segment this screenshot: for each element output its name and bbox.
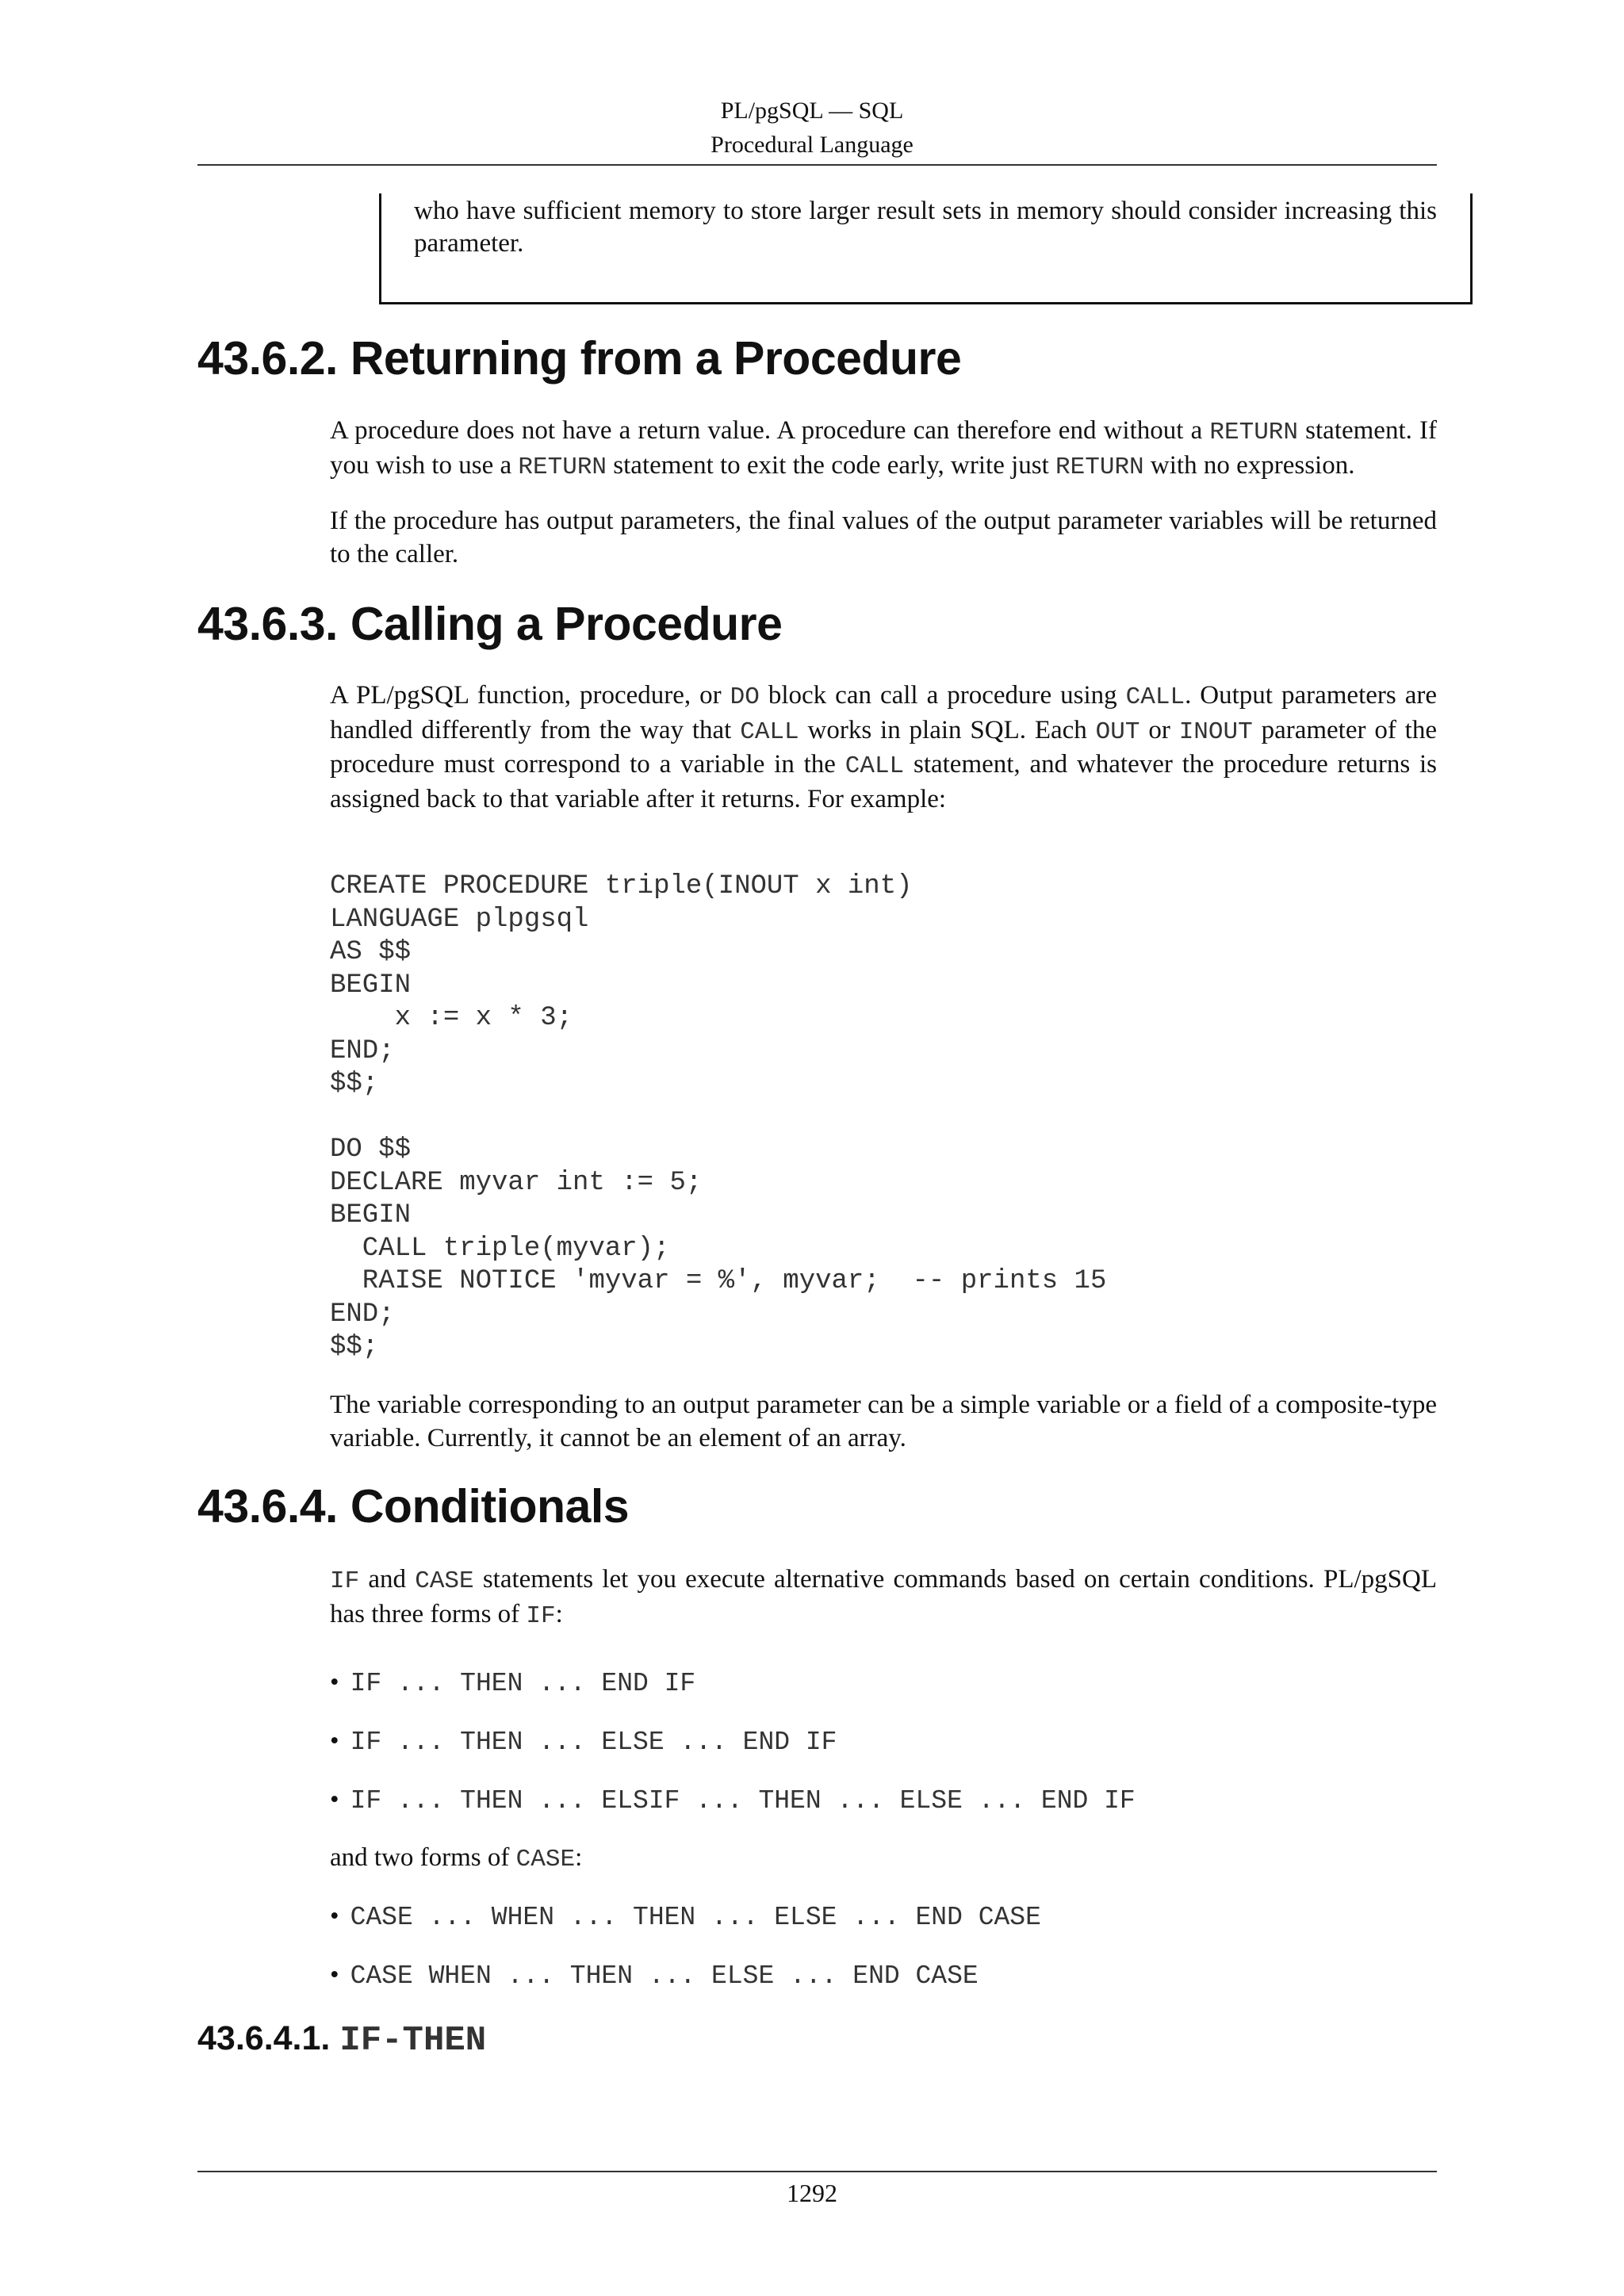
- text-run: parameter of the procedure must correspond to a variable in the: [330, 715, 1437, 779]
- inline-code: CASE: [415, 1567, 474, 1595]
- text-run: :: [555, 1599, 563, 1628]
- code-example: CREATE PROCEDURE triple(INOUT x int) LANGUAGE plpgsql AS $$ BEGIN x := x * 3; END; $$; DO $$ DECLARE myvar int := 5; BEGIN CALL triple(myvar); RAISE NOTICE 'myvar = %', myvar; -- prints 15 END; $$;: [330, 871, 1107, 1362]
- list-item: • IF ... THEN ... END IF: [330, 1668, 696, 1698]
- text-run: . Output parameters are handled differently from the way that: [330, 681, 1437, 744]
- paragraph-conditionals-1: [330, 1563, 1437, 1632]
- paragraph-returning-1: [330, 415, 1437, 484]
- text-run: statement, and whatever the procedure returns is assigned back to that variable after it returns. For example:: [330, 750, 1437, 813]
- section-heading-returning: 43.6.2. Returning from a Procedure: [197, 332, 962, 385]
- inline-code: RETURN: [518, 453, 607, 481]
- text-run: works in plain SQL. Each: [799, 715, 1096, 744]
- text-run: :: [575, 1843, 583, 1872]
- list-item: • IF ... THEN ... ELSIF ... THEN ... ELSE ... END IF: [330, 1785, 1136, 1816]
- text-run: statement. If you wish to use a: [330, 416, 1437, 480]
- inline-code: CALL: [845, 752, 905, 780]
- list-item: • CASE ... WHEN ... THEN ... ELSE ... END CASE: [330, 1902, 1041, 1932]
- text-run: statement to exit the code early, write just: [607, 450, 1056, 480]
- inline-code: INOUT: [1178, 718, 1253, 746]
- text-run: A PL/pgSQL function, procedure, or: [330, 681, 730, 710]
- inline-code: CALL: [740, 718, 799, 746]
- text-run: with no expression.: [1143, 450, 1355, 480]
- list-item: • IF ... THEN ... ELSE ... END IF: [330, 1727, 837, 1757]
- text-run: A procedure does not have a return value. A procedure can therefore end without a: [330, 416, 1210, 445]
- inline-code: CASE: [515, 1846, 576, 1873]
- header-rule: [197, 164, 1437, 166]
- inline-code: RETURN: [1209, 419, 1299, 446]
- text-run: block can call a procedure using: [759, 681, 1126, 710]
- page-number: 1292: [787, 2179, 837, 2207]
- paragraph-calling-2: The variable corresponding to an output parameter can be a simple variable or a field of a composite-type variable. Currently, it cannot be an element of an array.: [330, 1391, 1437, 1452]
- inline-code: CALL: [1125, 683, 1185, 711]
- text-run: and two forms of: [330, 1843, 516, 1872]
- paragraph-calling-1: [330, 679, 1437, 816]
- inline-code: DO: [730, 683, 760, 711]
- running-header-subtitle: Procedural Language: [710, 132, 914, 158]
- text-run: statements let you execute alternative commands based on certain conditions. PL/pgSQL has three forms of: [330, 1565, 1437, 1628]
- note-text: who have sufficient memory to store larger result sets in memory should consider increasing this parameter.: [414, 197, 1437, 258]
- section-heading-calling: 43.6.3. Calling a Procedure: [197, 598, 783, 650]
- paragraph-returning-2: If the procedure has output parameters, the final values of the output parameter variables will be returned to the caller.: [330, 507, 1437, 568]
- inline-code: RETURN: [1055, 453, 1144, 481]
- text-run: or: [1139, 715, 1179, 744]
- text-run: and: [359, 1565, 416, 1594]
- running-header-title: PL/pgSQL — SQL: [720, 98, 904, 124]
- list-item: • CASE WHEN ... THEN ... ELSE ... END CASE: [330, 1961, 979, 1991]
- footer-rule: [197, 2171, 1437, 2172]
- inline-code: IF: [526, 1601, 556, 1630]
- subsection-heading-if-then: 43.6.4.1. IF-THEN: [197, 2019, 487, 2061]
- paragraph-conditionals-2: [330, 1842, 1437, 1877]
- inline-code: OUT: [1095, 718, 1140, 746]
- section-heading-conditionals: 43.6.4. Conditionals: [197, 1480, 630, 1533]
- inline-code: IF: [330, 1567, 360, 1595]
